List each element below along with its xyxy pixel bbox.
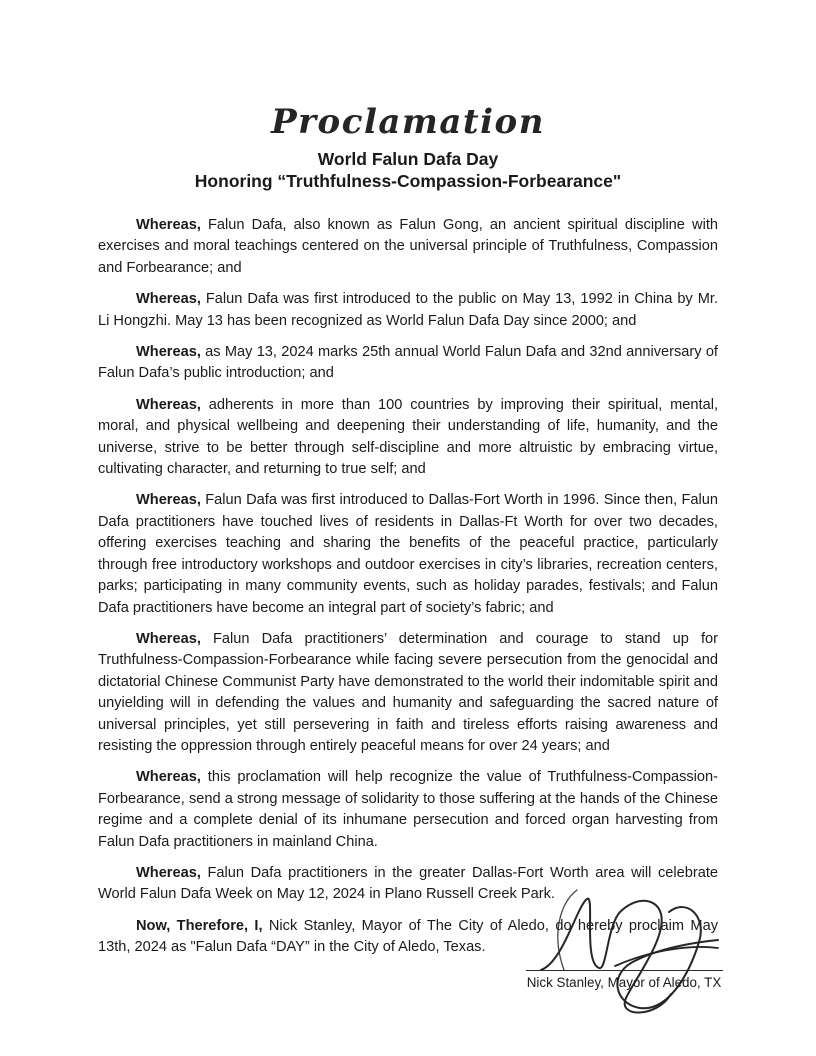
paragraph-lead: Whereas, xyxy=(136,396,201,413)
paragraph-text: this proclamation will help recognize the value of Truthfulness-Compassion-Forbearance, send a strong message of solidarity to those suffering at the hands of the Chinese regime and a complete denial of its inhumane persecution and forced organ harvesting from Falun Dafa practitioners in mainland China. xyxy=(98,769,718,850)
whereas-paragraph xyxy=(98,767,718,853)
document-body xyxy=(98,215,718,959)
paragraph-lead: Whereas, xyxy=(136,291,201,308)
whereas-paragraph xyxy=(98,629,718,757)
whereas-paragraph xyxy=(98,490,718,618)
document-subtitle-line1: World Falun Dafa Day xyxy=(317,149,499,169)
paragraph-text: as May 13, 2024 marks 25th annual World Falun Dafa and 32nd anniversary of Falun Dafa’s public introduction; and xyxy=(98,344,718,382)
paragraph-lead: Whereas, xyxy=(136,630,201,647)
paragraph-lead: Whereas, xyxy=(136,344,201,361)
paragraph-text: Falun Dafa practitioners’ determination and courage to stand up for Truthfulness-Compassion-Forbearance while facing severe persecution from the genocidal and dictatorial Chinese Communist Party have demonstrated to the world their indomitable spirit and unyielding will in defending the values and humanity and safeguarding the sacred nature of universal principles, yet still persevering in faith and tireless efforts raising awareness and resisting the oppression through entirely peaceful means for over 24 years; and xyxy=(98,630,718,754)
paragraph-lead: Whereas, xyxy=(136,769,201,786)
signature-scribble xyxy=(519,882,724,1030)
paragraph-text: Falun Dafa was first introduced to the public on May 13, 1992 in China by Mr. Li Hongzhi. May 13 has been recognized as World Falun Dafa Day since 2000; and xyxy=(98,291,718,329)
document-subtitle-line2: Honoring “Truthfulness-Compassion-Forbearance" xyxy=(194,170,622,191)
whereas-paragraph xyxy=(98,395,718,481)
paragraph-lead: Whereas, xyxy=(136,864,201,881)
paragraph-text: Falun Dafa, also known as Falun Gong, an ancient spiritual discipline with exercises and moral teachings centered on the universal principle of Truthfulness, Compassion and Forbearance; and xyxy=(98,217,718,276)
document-title: Proclamation xyxy=(271,102,545,142)
whereas-paragraph xyxy=(98,289,718,332)
paragraph-lead: Whereas, xyxy=(136,492,201,509)
signature-block xyxy=(519,884,729,1034)
whereas-paragraph xyxy=(98,215,718,279)
paragraph-text: Nick Stanley, Mayor of The City of Aledo, do hereby proclaim May 13th, 2024 as "Falun Dafa “DAY” in the City of Aledo, Texas. xyxy=(98,917,718,956)
paragraph-lead: Now, Therefore, I, xyxy=(136,917,263,934)
paragraph-text: Falun Dafa was first introduced to Dallas-Fort Worth in 1996. Since then, Falun Dafa practitioners have touched lives of residents in Dallas-Ft Worth for over two decades, offering exercises teaching and sharing the benefits of the peaceful practice, particularly through free introductory workshops and outdoor exercises in city’s libraries, recreation centers, parks; participating in many community events, such as holiday parades, festivals; and Falun Dafa practitioners have become an integral part of society’s fabric; and xyxy=(98,492,718,616)
signature-line xyxy=(526,970,723,971)
signature-name: Nick Stanley, Mayor of Aledo, TX xyxy=(526,975,722,990)
paragraph-lead: Whereas, xyxy=(136,217,201,233)
paragraph-text: Falun Dafa practitioners in the greater Dallas-Fort Worth area will celebrate World Falun Dafa Week on May 12, 2024 in Plano Russell Creek Park. xyxy=(98,864,718,903)
whereas-paragraph xyxy=(98,342,718,385)
paragraph-text: adherents in more than 100 countries by improving their spiritual, mental, moral, and physical wellbeing and deepening their understanding of life, humanity, and the universe, strive to be better through self-discipline and more altruistic by embracing virtue, cultivating character, and returning to true self; and xyxy=(98,396,718,478)
